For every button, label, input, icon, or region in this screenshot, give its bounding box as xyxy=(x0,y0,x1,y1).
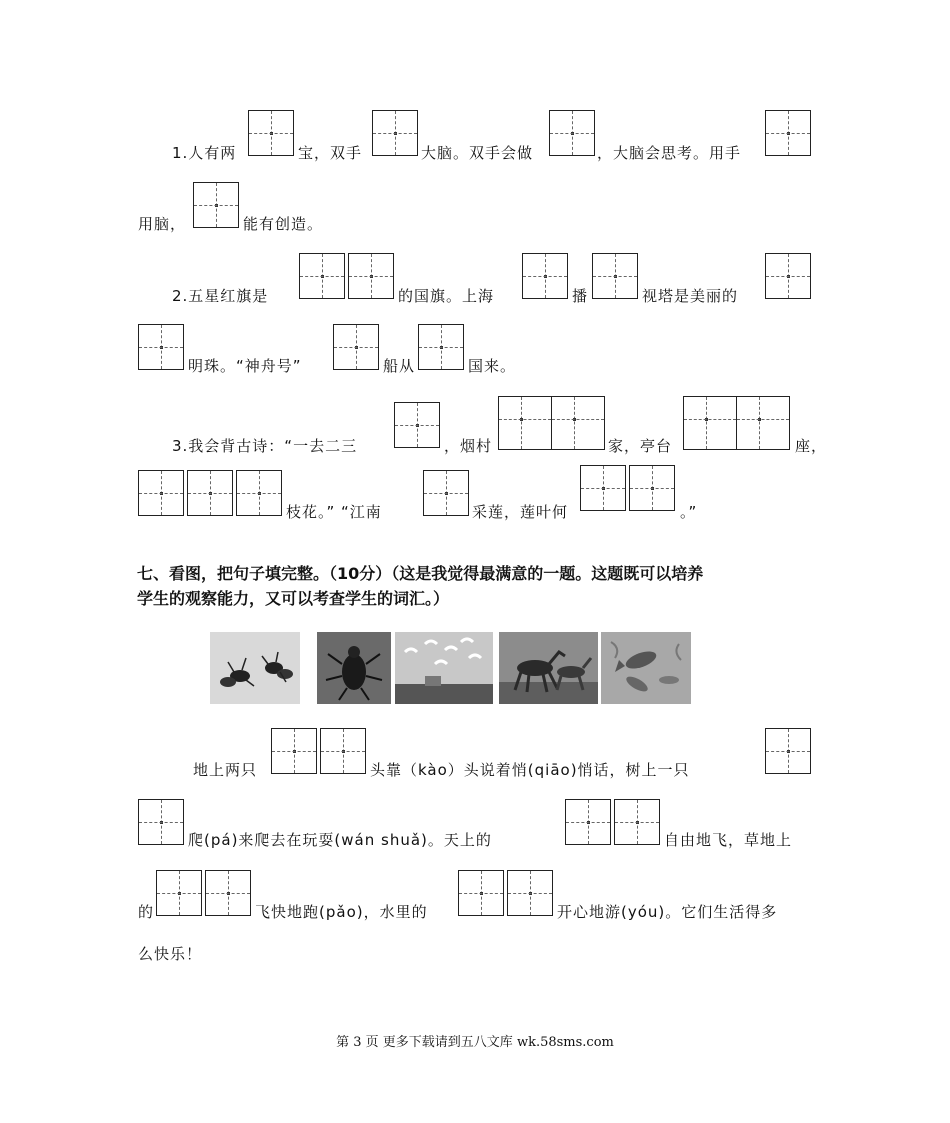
answer-box[interactable] xyxy=(372,110,418,156)
answer-box[interactable] xyxy=(683,396,737,450)
section7-title-2: 学生的观察能力，又可以考查学生的词汇。） xyxy=(137,589,450,608)
q1-text-4: ，大脑会思考。用手 xyxy=(597,144,742,162)
story-text-4: 自由地飞，草地上 xyxy=(664,831,793,849)
answer-box[interactable] xyxy=(522,253,568,299)
story-text-8: 么快乐！ xyxy=(138,945,203,963)
story-text-1: 地上两只 xyxy=(193,761,258,779)
answer-box[interactable] xyxy=(299,253,345,299)
answer-box[interactable] xyxy=(458,870,504,916)
q2-text-5: 明珠。“神舟号” xyxy=(188,357,302,375)
answer-box[interactable] xyxy=(187,470,233,516)
q2-text-3: 播 xyxy=(572,287,589,305)
fish-photo xyxy=(601,632,691,704)
q2-text-2: 的国旗。上海 xyxy=(398,287,495,305)
answer-box[interactable] xyxy=(248,110,294,156)
answer-box[interactable] xyxy=(565,799,611,845)
q3-text-6: 采莲，莲叶何 xyxy=(472,503,569,521)
q2-text-6: 船从 xyxy=(383,357,416,375)
q1-text-3: 大脑。双手会做 xyxy=(421,144,534,162)
ants-photo xyxy=(210,632,300,704)
answer-box[interactable] xyxy=(205,870,251,916)
story-text-3: 爬(pá)来爬去在玩耍(wán shuǎ)。天上的 xyxy=(188,831,492,849)
story-text-7: 开心地游(yóu)。它们生活得多 xyxy=(557,903,778,921)
answer-box[interactable] xyxy=(156,870,202,916)
answer-box[interactable] xyxy=(549,110,595,156)
answer-box[interactable] xyxy=(765,728,811,774)
answer-box[interactable] xyxy=(736,396,790,450)
answer-box[interactable] xyxy=(418,324,464,370)
answer-box[interactable] xyxy=(138,470,184,516)
answer-box[interactable] xyxy=(320,728,366,774)
egrets-photo xyxy=(395,632,493,704)
q1-text-2: 宝，双手 xyxy=(298,144,363,162)
q3-text-1: 3.我会背古诗：“一去二三 xyxy=(172,437,358,455)
story-text-2: 头靠（kào）头说着悄(qiāo)悄话，树上一只 xyxy=(370,761,690,779)
q3-text-7: 。” xyxy=(680,503,698,521)
q3-text-4: 座， xyxy=(795,437,828,455)
horses-photo xyxy=(499,632,598,704)
story-text-6: 飞快地跑(pǎo)，水里的 xyxy=(255,903,428,921)
answer-box[interactable] xyxy=(271,728,317,774)
answer-box[interactable] xyxy=(507,870,553,916)
answer-box[interactable] xyxy=(138,799,184,845)
q2-text-7: 国来。 xyxy=(468,357,517,375)
answer-box[interactable] xyxy=(629,465,675,511)
section7-title-1: 七、看图，把句子填完整。（10分）（这是我觉得最满意的一题。这题既可以培养 xyxy=(137,564,704,583)
story-text-5: 的 xyxy=(138,903,155,921)
answer-box[interactable] xyxy=(423,470,469,516)
answer-box[interactable] xyxy=(580,465,626,511)
answer-box[interactable] xyxy=(614,799,660,845)
q3-text-3: 家，亭台 xyxy=(608,437,673,455)
q3-text-2: ，烟村 xyxy=(444,437,493,455)
q2-text-1: 2.五星红旗是 xyxy=(172,287,269,305)
answer-box[interactable] xyxy=(333,324,379,370)
answer-box[interactable] xyxy=(394,402,440,448)
answer-box[interactable] xyxy=(551,396,605,450)
answer-box[interactable] xyxy=(193,182,239,228)
q1-text-6: 能有创造。 xyxy=(243,215,324,233)
answer-box[interactable] xyxy=(138,324,184,370)
q2-text-4: 视塔是美丽的 xyxy=(642,287,739,305)
answer-box[interactable] xyxy=(498,396,552,450)
q1-text-5: 用脑， xyxy=(138,215,187,233)
q1-text-1: 1.人有两 xyxy=(172,144,237,162)
answer-box[interactable] xyxy=(765,110,811,156)
answer-box[interactable] xyxy=(765,253,811,299)
answer-box[interactable] xyxy=(348,253,394,299)
beetle-photo xyxy=(317,632,391,704)
q3-text-5: 枝花。” “江南 xyxy=(286,503,382,521)
answer-box[interactable] xyxy=(236,470,282,516)
answer-box[interactable] xyxy=(592,253,638,299)
page-footer: 第 3 页 更多下载请到五八文库 wk.58sms.com xyxy=(336,1035,614,1050)
